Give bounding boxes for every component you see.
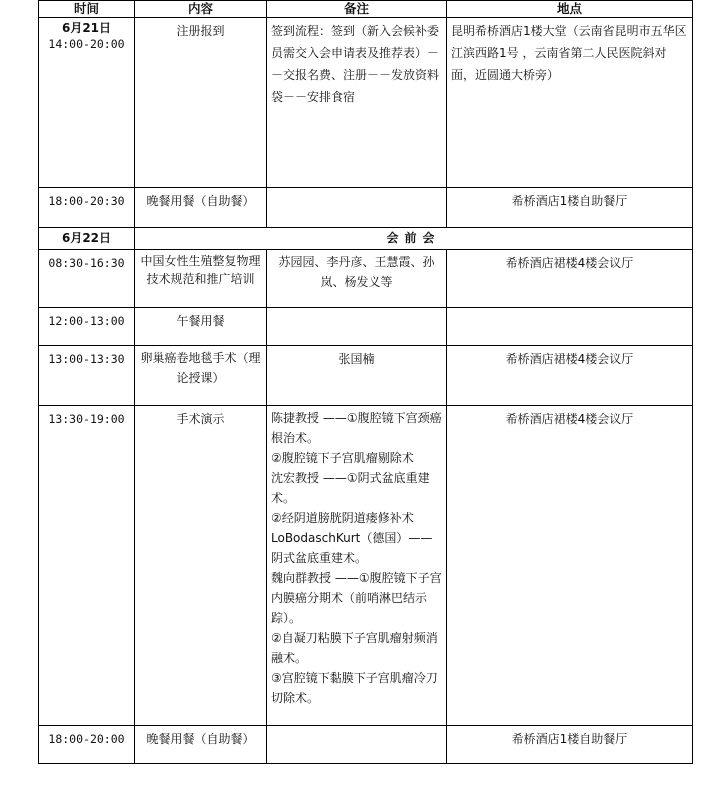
time-cell: 12:00-13:00 xyxy=(39,308,135,346)
header-row xyxy=(39,1,693,18)
session-label: 会前会 xyxy=(135,228,693,250)
time-cell: 13:30-19:00 xyxy=(39,406,135,726)
note-line: 魏向群教授 ——①腹腔镜下子宫内膜癌分期术（前哨淋巴结示踪）。 xyxy=(271,571,442,625)
schedule-table xyxy=(38,0,693,764)
note-cell xyxy=(267,308,447,346)
content-cell: 午餐用餐 xyxy=(135,308,267,346)
time-cell xyxy=(39,18,135,188)
table-row xyxy=(39,308,693,346)
header-note: 备注 xyxy=(267,1,447,18)
location-cell xyxy=(447,308,693,346)
content-cell: 晚餐用餐（自助餐） xyxy=(135,726,267,764)
table-row-day2 xyxy=(39,228,693,250)
note-line: 沈宏教授 ——①阴式盆底重建术。 xyxy=(271,471,430,505)
table-row xyxy=(39,346,693,406)
note-line: ②自凝刀粘膜下子宫肌瘤射频消融术。 xyxy=(271,631,438,665)
content-cell: 卵巢癌卷地毯手术（理论授课） xyxy=(135,346,267,406)
note-cell: 张国楠 xyxy=(267,346,447,406)
note-line: LoBodaschKurt（德国）——阴式盆底重建术。 xyxy=(271,531,433,565)
header-location: 地点 xyxy=(447,1,693,18)
location-cell: 希桥酒店1楼自助餐厅 xyxy=(447,188,693,228)
time-cell: 08:30-16:30 xyxy=(39,250,135,308)
location-cell: 希桥酒店裙楼4楼会议厅 xyxy=(447,346,693,406)
table-row-dinner1 xyxy=(39,188,693,228)
location-cell: 昆明希桥酒店1楼大堂（云南省昆明市五华区江滨西路1号 ，云南省第二人民医院斜对面，近圆通大桥旁） xyxy=(447,18,693,188)
table-row-registration xyxy=(39,18,693,188)
content-cell: 中国女性生殖整复物理技术规范和推广培训 xyxy=(135,250,267,308)
time-cell: 18:00-20:30 xyxy=(39,188,135,228)
note-cell xyxy=(267,726,447,764)
content-cell: 注册报到 xyxy=(135,18,267,188)
note-cell xyxy=(267,188,447,228)
time-label: 14:00-20:00 xyxy=(48,37,125,51)
note-line: ③宫腔镜下黏膜下子宫肌瘤冷刀切除术。 xyxy=(271,671,438,705)
note-cell: 苏园园、李丹彦、王慧霞、孙岚、杨发义等 xyxy=(267,250,447,308)
time-cell: 13:00-13:30 xyxy=(39,346,135,406)
time-cell: 18:00-20:00 xyxy=(39,726,135,764)
content-cell: 晚餐用餐（自助餐） xyxy=(135,188,267,228)
location-cell: 希桥酒店裙楼4楼会议厅 xyxy=(447,406,693,726)
table-row-dinner2 xyxy=(39,726,693,764)
header-time: 时间 xyxy=(39,1,135,18)
location-cell: 希桥酒店1楼自助餐厅 xyxy=(447,726,693,764)
note-cell: 签到流程：签到（新入会候补委员需交入会申请表及推荐表）－－交报名费、注册－－发放资料袋－－安排食宿 xyxy=(267,18,447,188)
table-row xyxy=(39,250,693,308)
date-label: 6月22日 xyxy=(39,228,135,250)
note-line: 陈捷教授 ——①腹腔镜下宫颈癌根治术。 xyxy=(271,411,442,445)
table-row-demo xyxy=(39,406,693,726)
location-cell: 希桥酒店裙楼4楼会议厅 xyxy=(447,250,693,308)
note-line: ②腹腔镜下子宫肌瘤剔除术 xyxy=(271,451,414,465)
date-label: 6月21日 xyxy=(61,21,112,35)
header-content: 内容 xyxy=(135,1,267,18)
content-cell: 手术演示 xyxy=(135,406,267,726)
note-cell xyxy=(267,406,447,726)
note-line: ②经阴道膀胱阴道瘘修补术 xyxy=(271,511,414,525)
